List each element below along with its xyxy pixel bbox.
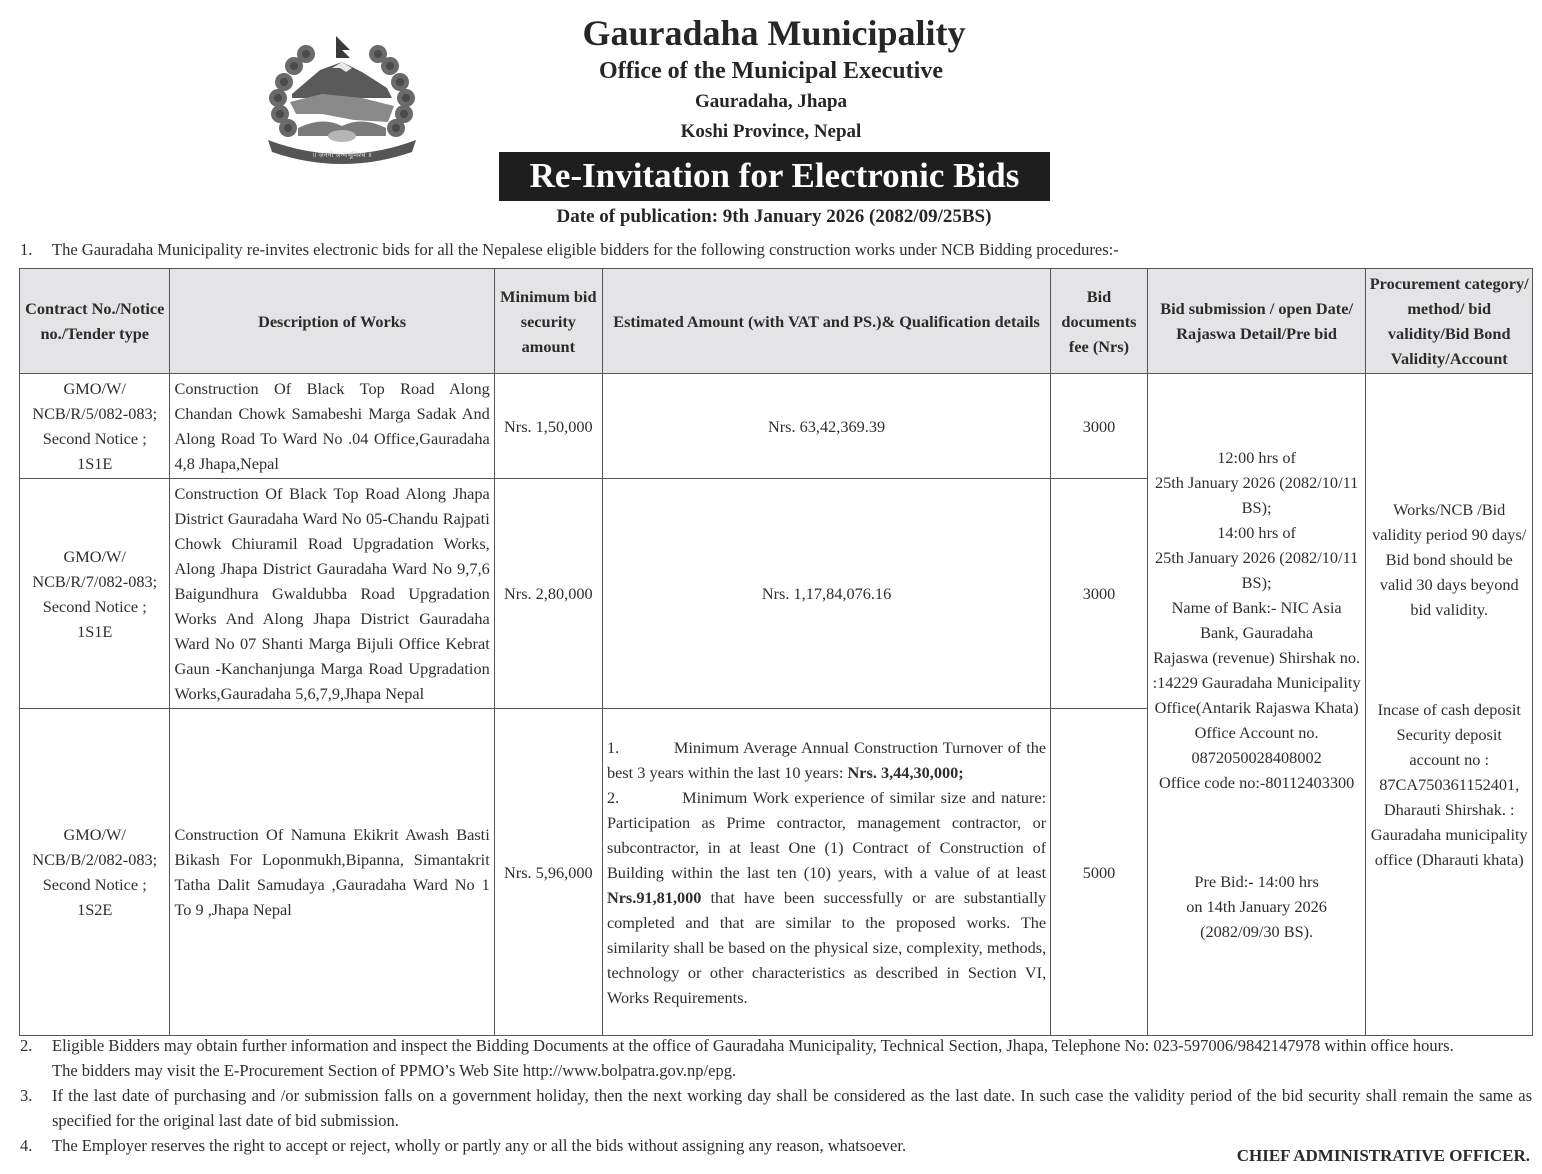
note-text: If the last date of purchasing and /or submission falls on a government holiday, then the next working day shall be considered as the last date. In such case the validity period of the bid security shall remain the same as specified for the original last date of bid submission.: [52, 1086, 1532, 1130]
work-description: Construction Of Namuna Ekikrit Awash Basti Bikash For Loponmukh,Bipanna, Simantakrit Tatha Dalit Samudaya ,Gauradaha Ward No 1 To 9 ,Jhapa Nepal: [170, 709, 494, 1036]
experience-amount: Nrs.91,81,000: [606, 887, 702, 907]
bank-name: Name of Bank:- NIC Asia Bank, Gauradaha: [1171, 598, 1342, 642]
header-estimated-amount: Estimated Amount (with VAT and PS.)& Qualification details: [602, 269, 1050, 374]
note-text: Eligible Bidders may obtain further information and inspect the Bidding Documents at the office of Gauradaha Municipality, Technical Section, Jhapa, Telephone No: 023-597006/9842147978 within office hours.: [52, 1036, 1454, 1055]
doc-fee: 5000: [1051, 709, 1148, 1036]
note-text: The Employer reserves the right to accept or reject, wholly or partly any or all the bids without assigning any reason, whatsoever.: [52, 1136, 907, 1155]
table-header-row: [20, 269, 1533, 374]
estimated-amount: Nrs. 63,42,369.39: [602, 374, 1050, 479]
notice-header: [0, 0, 1542, 232]
header-procurement: Procurement category/ method/ bid validity/Bid Bond Validity/Account: [1366, 269, 1533, 374]
note-item: [20, 1033, 1532, 1083]
submission-time: 12:00 hrs of: [1217, 448, 1296, 467]
qualification-details: [602, 709, 1050, 1036]
header-submission: Bid submission / open Date/ Rajaswa Detail/Pre bid: [1147, 269, 1366, 374]
turnover-requirement: Minimum Average Annual Construction Turnover of the best 3 years within the last 10 years:: [606, 737, 1047, 782]
note-number: 2.: [20, 1036, 33, 1055]
rajaswa-detail: Rajaswa (revenue) Shirshak no. :14229 Gauradaha Municipality Office(Antarik Rajaswa Khata): [1152, 648, 1361, 717]
office-code: Office code no:-80112403300: [1158, 773, 1355, 792]
prebid-date: on 14th January 2026: [1186, 897, 1327, 916]
experience-requirement: Minimum Work experience of similar size and nature: Participation as Prime contractor, management contractor, or subcontractor, in at least One (1) Contract of Construction of Building within the last ten (10) years, with a value of at least: [606, 787, 1047, 882]
intro-text: The Gauradaha Municipality re-invites electronic bids for all the Nepalese eligible bidders for the following construction works under NCB Bidding procedures:-: [52, 240, 1119, 259]
procurement-category: Works/NCB /Bid validity period 90 days/ Bid bond should be valid 30 days beyond bid validity.: [1372, 500, 1527, 619]
note-number: 4.: [20, 1136, 33, 1155]
bids-table: [19, 268, 1533, 1036]
experience-requirement-cont: that have been successfully or are substantially completed and that are similar to the proposed works. The similarity shall be based on the physical size, complexity, methods, technology or other characteristics as described in Section VI, Works Requirements.: [606, 887, 1047, 1007]
header-doc-fee: Bid documents fee (Nrs): [1051, 269, 1148, 374]
doc-fee: 3000: [1051, 374, 1148, 479]
estimated-amount: Nrs. 1,17,84,076.16: [602, 479, 1050, 709]
security-deposit-account: Incase of cash deposit Security deposit account no : 87CA750361152401, Dharauti Shirshak. : Gauradaha municipality office (Dharauti khata): [1370, 700, 1528, 869]
notice-banner: Re-Invitation for Electronic Bids: [499, 152, 1050, 201]
account-number: 0872050028408002: [1191, 748, 1322, 767]
bid-security: Nrs. 2,80,000: [494, 479, 602, 709]
contract-no: GMO/W/ NCB/B/2/082-083; Second Notice ; 1S2E: [20, 709, 170, 1036]
procurement-details: [1366, 374, 1533, 1036]
qualification-item-number: 2.: [606, 787, 620, 807]
header-contract-no: Contract No./Notice no./Tender type: [20, 269, 170, 374]
table-row: [20, 374, 1533, 479]
note-number: 3.: [20, 1086, 33, 1105]
office-province: Koshi Province, Nepal: [680, 121, 862, 142]
qualification-item-number: 1.: [606, 737, 620, 757]
account-label: Office Account no.: [1194, 723, 1319, 742]
note-website-text[interactable]: The bidders may visit the E-Procurement Section of PPMO’s Web Site http://www.bolpatra.gov.np/epg.: [52, 1061, 737, 1080]
work-description: Construction Of Black Top Road Along Jhapa District Gauradaha Ward No 05-Chandu Rajpati Chowk Chiuramil Road Upgradation Works, Along Jhapa District Gauradaha Ward No 9,7,6 Baigundhura Gwaldubba Road Upgradation Works And Along Jhapa District Gauradaha Ward No 07 Shanti Marga Bijuli Office Kebrat Gaun -Kanchanjunga Marga Road Upgradation Works,Gauradaha 5,6,7,9,Jhapa Nepal: [170, 479, 494, 709]
office-location: Gauradaha, Jhapa: [694, 91, 848, 112]
header-description: Description of Works: [170, 269, 494, 374]
publication-date: Date of publication: 9th January 2026 (2082/09/25BS): [556, 206, 992, 227]
svg-text:॥ जननी जन्मभूमिश्च ॥: ॥ जननी जन्मभूमिश्च ॥: [312, 151, 372, 159]
header-bid-security: Minimum bid security amount: [494, 269, 602, 374]
contract-no: GMO/W/ NCB/R/7/082-083; Second Notice ; 1S1E: [20, 479, 170, 709]
notes-list: [20, 1033, 1532, 1158]
submission-details: [1147, 374, 1366, 1036]
prebid-time: Pre Bid:- 14:00 hrs: [1194, 872, 1319, 891]
note-item: [20, 1083, 1532, 1133]
work-description: Construction Of Black Top Road Along Chandan Chowk Samabeshi Marga Sadak And Along Road To Ward No .04 Office,Gauradaha 4,8 Jhapa,Nepal: [170, 374, 494, 479]
office-name: Office of the Municipal Executive: [599, 58, 943, 84]
opening-time: 14:00 hrs of: [1217, 523, 1296, 542]
municipality-title: Gauradaha Municipality: [582, 13, 966, 53]
intro-number: 1.: [20, 240, 33, 259]
submission-date: 25th January 2026 (2082/10/11 BS);: [1154, 473, 1359, 517]
contract-no: GMO/W/ NCB/R/5/082-083; Second Notice ; 1S1E: [20, 374, 170, 479]
bid-security: Nrs. 5,96,000: [494, 709, 602, 1036]
intro-paragraph: [20, 240, 1119, 260]
opening-date: 25th January 2026 (2082/10/11 BS);: [1154, 548, 1359, 592]
signatory-title: CHIEF ADMINISTRATIVE OFFICER.: [1236, 1146, 1530, 1165]
doc-fee: 3000: [1051, 479, 1148, 709]
turnover-amount: Nrs. 3,44,30,000;: [847, 762, 964, 782]
prebid-date-bs: (2082/09/30 BS).: [1200, 922, 1314, 941]
bid-security: Nrs. 1,50,000: [494, 374, 602, 479]
